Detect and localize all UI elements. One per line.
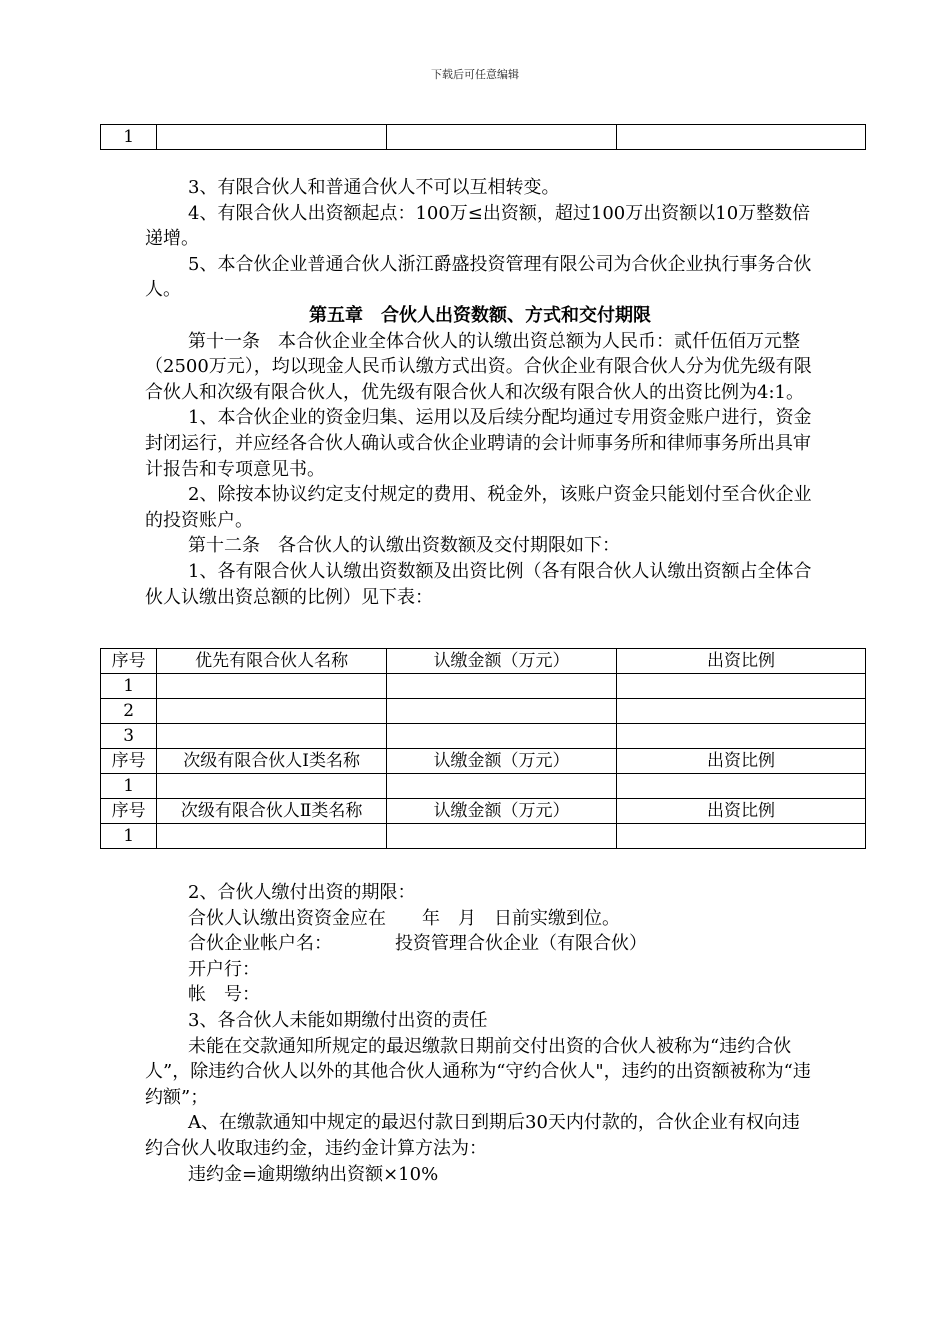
section-b [145, 880, 815, 1187]
paragraph: 未能在交款通知所规定的最迟缴款日期前交付出资的合伙人被称为“违约合伙人”，除违约合伙人以外的其他合伙人通称为“守约合伙人"，违约的出资额被称为“违约额”； [145, 1035, 811, 1108]
table-cell [617, 125, 866, 150]
table-cell [387, 824, 617, 849]
table-cell: 序号 [101, 749, 157, 774]
paragraph: A、在缴款通知中规定的最迟付款日到期后30天内付款的，合伙企业有权向违约合伙人收取违约金，违约金计算方法为： [145, 1112, 800, 1159]
table-cell [387, 125, 617, 150]
table-cell [617, 824, 866, 849]
paragraph: 4、有限合伙人出资额起点：100万≤出资额，超过100万出资额以10万整数倍递增。 [145, 202, 811, 250]
table-row [101, 674, 866, 699]
table-cell: 次级有限合伙人Ⅱ类名称 [157, 799, 387, 824]
paragraph: 5、本合伙企业普通合伙人浙江爵盛投资管理有限公司为合伙企业执行事务合伙人。 [145, 253, 812, 301]
table-cell: 出资比例 [617, 649, 866, 674]
text-line: 开户行： [188, 958, 260, 980]
paragraph: 第十一条 本合伙企业全体合伙人的认缴出资总额为人民币：贰仟伍佰万元整（2500万元），均以现金人民币认缴方式出资。合伙企业有限合伙人分为优先级有限合伙人和次级有限合伙人，优先级有限合伙人和次级有限合伙人的出资比例为4:1。 [145, 330, 812, 403]
table-cell [387, 724, 617, 749]
paragraph: 3、有限合伙人和普通合伙人不可以互相转变。 [188, 177, 560, 198]
table-cell [617, 699, 866, 724]
table-cell: 序号 [101, 799, 157, 824]
text-line: 合伙企业帐户名： 投资管理合伙企业（有限合伙） [188, 933, 647, 955]
table-cell: 认缴金额（万元） [387, 799, 617, 824]
text-line: 帐 号： [188, 984, 260, 1006]
top-table [100, 124, 866, 150]
table-cell: 1 [101, 674, 157, 699]
table-cell: 3 [101, 724, 157, 749]
page-header: 下载后可任意编辑 [431, 68, 519, 81]
paragraph: 2、除按本协议约定支付规定的费用、税金外，该账户资金只能划付至合伙企业的投资账户。 [145, 484, 812, 531]
table-cell [617, 674, 866, 699]
paragraph: 1、本合伙企业的资金归集、运用以及后续分配均通过专用资金账户进行，资金封闭运行，并应经各合伙人确认或合伙企业聘请的会计师事务所和律师事务所出具审计报告和专项意见书。 [145, 407, 812, 480]
table-row [101, 724, 866, 749]
text-line: 2、合伙人缴付出资的期限： [188, 882, 416, 903]
table-row [101, 774, 866, 799]
text-line: 3、各合伙人未能如期缴付出资的责任 [188, 1009, 488, 1031]
table-cell: 2 [101, 699, 157, 724]
table-cell [157, 824, 387, 849]
table-cell: 1 [101, 774, 157, 799]
table-cell: 出资比例 [617, 749, 866, 774]
table-cell: 认缴金额（万元） [387, 649, 617, 674]
table-header-row [101, 749, 866, 774]
table-cell: 1 [101, 824, 157, 849]
table-header-row [101, 799, 866, 824]
table-cell [387, 774, 617, 799]
table-cell: 出资比例 [617, 799, 866, 824]
table-cell [157, 724, 387, 749]
table-cell [387, 674, 617, 699]
table-row [101, 699, 866, 724]
table-cell [387, 699, 617, 724]
table-cell: 1 [101, 125, 157, 150]
table-cell [157, 774, 387, 799]
partner-table [100, 648, 866, 849]
paragraph: 第十二条 各合伙人的认缴出资数额及交付期限如下： [188, 535, 620, 557]
section-a [145, 175, 815, 610]
table-cell: 优先有限合伙人名称 [157, 649, 387, 674]
table-cell [617, 774, 866, 799]
table-cell: 次级有限合伙人Ⅰ类名称 [157, 749, 387, 774]
table-cell [617, 724, 866, 749]
table-header-row [101, 649, 866, 674]
chapter-heading: 第五章 合伙人出资数额、方式和交付期限 [309, 304, 651, 326]
table-cell: 序号 [101, 649, 157, 674]
table-cell [157, 674, 387, 699]
text-line: 违约金=逾期缴纳出资额×10% [188, 1163, 439, 1185]
table-cell: 认缴金额（万元） [387, 749, 617, 774]
table-row [101, 125, 866, 150]
paragraph: 1、各有限合伙人认缴出资数额及出资比例（各有限合伙人认缴出资额占全体合伙人认缴出资总额的比例）见下表： [145, 560, 812, 608]
text-line: 合伙人认缴出资资金应在 年 月 日前实缴到位。 [188, 907, 620, 929]
table-cell [157, 125, 387, 150]
table-row [101, 824, 866, 849]
table-cell [157, 699, 387, 724]
